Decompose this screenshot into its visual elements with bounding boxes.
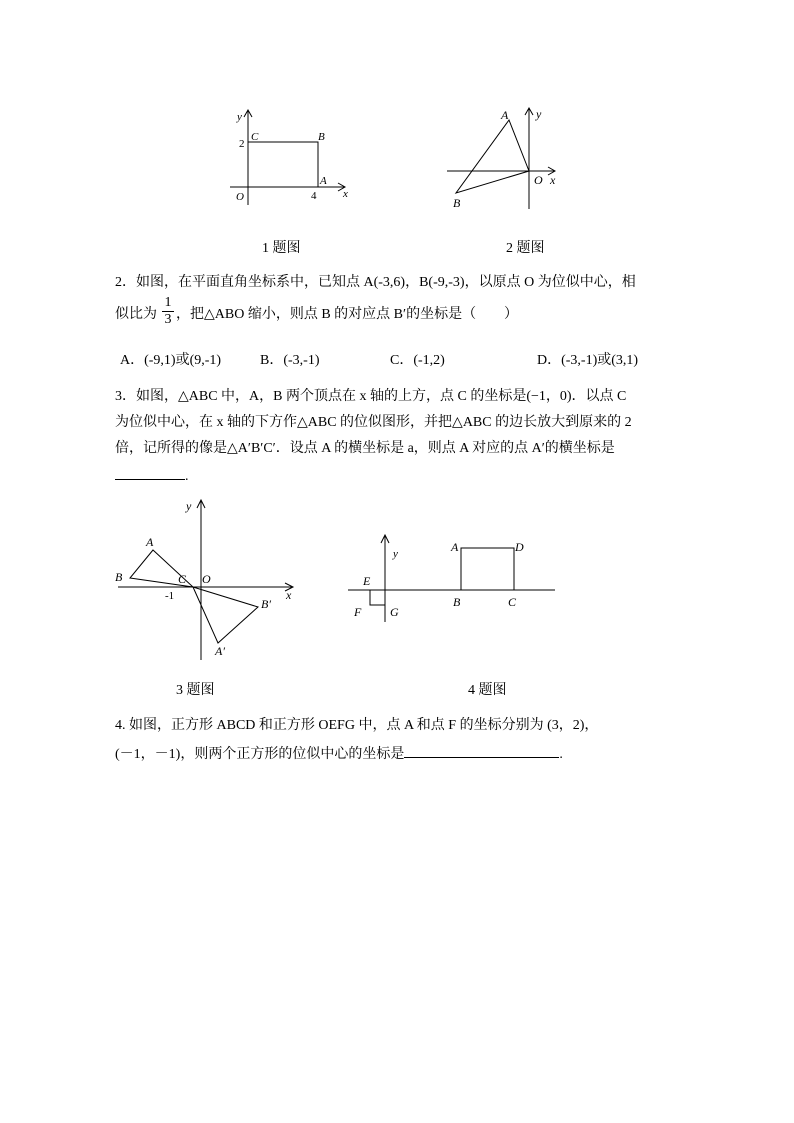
fig3-label-a: A xyxy=(146,535,154,549)
q2-option-b: B．(-3,-1) xyxy=(260,353,320,368)
fig1-label-a: A xyxy=(320,175,327,187)
fig3-label-c: C xyxy=(178,572,187,586)
fig2-label-b: B xyxy=(453,196,461,210)
fig1-label-b: B xyxy=(318,131,325,143)
fig4-label-d: D xyxy=(515,540,524,554)
fig2-label-o: O xyxy=(534,173,543,187)
q2-line2-post: ，把△ABO 缩小，则点 B 的对应点 B′的坐标是（ ） xyxy=(176,307,519,322)
fig3-label-bp: B′ xyxy=(261,597,271,611)
fig4-square-abcd xyxy=(461,548,514,590)
fig2-label-a: A xyxy=(501,108,509,122)
fig4-caption: 4 题图 xyxy=(468,683,507,698)
q2-option-a: A．(-9,1)或(9,-1) xyxy=(120,353,222,368)
fig1-label-2: 2 xyxy=(239,138,245,150)
q2-option-d: D．(-3,-1)或(3,1) xyxy=(537,353,639,368)
q3-answer-blank[interactable] xyxy=(115,465,185,480)
fig4-label-a: A xyxy=(451,540,459,554)
q3-line4-end: . xyxy=(185,469,189,484)
fig4-label-e: E xyxy=(363,574,371,588)
fig2-triangle-abo xyxy=(456,120,529,193)
fig2-label-x: x xyxy=(550,173,556,187)
q2-line1: 2．如图，在平面直角坐标系中，已知点 A(-3,6)，B(-9,-3)，以原点 O 为位似中心，相 xyxy=(115,275,636,290)
fig1-label-4: 4 xyxy=(311,190,317,202)
figure-3 xyxy=(113,495,303,665)
fig4-label-f: F xyxy=(354,605,362,619)
fig3-label-o: O xyxy=(202,572,211,586)
q2-fraction xyxy=(162,296,174,327)
fig4-label-g: G xyxy=(390,605,399,619)
q2-line2-pre: 似比为 xyxy=(115,307,157,322)
fig1-label-o: O xyxy=(236,191,244,203)
fig1-label-x: x xyxy=(343,188,348,200)
fig3-triangle-apbpcp xyxy=(193,587,258,643)
figure-4 xyxy=(345,530,565,630)
q2-option-c: C．(-1,2) xyxy=(390,353,445,368)
fig4-square-oefg xyxy=(370,590,385,605)
fig4-label-y: y xyxy=(393,548,398,560)
fig3-label-y: y xyxy=(186,499,192,513)
q2-frac-num: 1 xyxy=(164,295,172,310)
fig3-label-b: B xyxy=(115,570,123,584)
fig3-label-neg1: -1 xyxy=(165,590,175,602)
fig1-rectangle xyxy=(248,142,318,187)
q4-line1: 4. 如图，正方形 ABCD 和正方形 OEFG 中，点 A 和点 F 的坐标分别为 (3，2)， xyxy=(115,718,599,733)
fig4-label-c: C xyxy=(508,595,517,609)
figure-2 xyxy=(445,105,565,215)
q4-line2-end: . xyxy=(559,747,563,762)
fig3-label-ap: A′ xyxy=(215,644,225,658)
q3-line1: 3．如图，△ABC 中，A，B 两个顶点在 x 轴的上方，点 C 的坐标是(−1，0)．以点 C xyxy=(115,389,627,404)
q4-answer-blank[interactable] xyxy=(404,743,559,758)
fig1-label-y: y xyxy=(237,111,242,123)
q3-line2: 为位似中心，在 x 轴的下方作△ABC 的位似图形，并把△ABC 的边长放大到原来的 2 xyxy=(115,415,632,430)
figure-1 xyxy=(225,105,360,215)
fig3-caption: 3 题图 xyxy=(176,683,215,698)
q3-answer-line xyxy=(115,465,189,487)
fig1-label-c: C xyxy=(251,131,259,143)
q2-frac-den: 3 xyxy=(164,312,172,327)
fig3-label-x: x xyxy=(286,588,292,602)
q4-line2-wrap xyxy=(115,743,563,765)
fig4-label-b: B xyxy=(453,595,461,609)
fig2-caption: 2 题图 xyxy=(506,241,545,256)
fig1-caption: 1 题图 xyxy=(262,241,301,256)
fig2-label-y: y xyxy=(536,107,542,121)
q4-line2: (－1，－1)，则两个正方形的位似中心的坐标是 xyxy=(115,747,405,762)
q3-line3: 倍，记所得的像是△A′B′C′．设点 A 的横坐标是 a，则点 A 对应的点 A′的横坐标是 xyxy=(115,441,615,456)
